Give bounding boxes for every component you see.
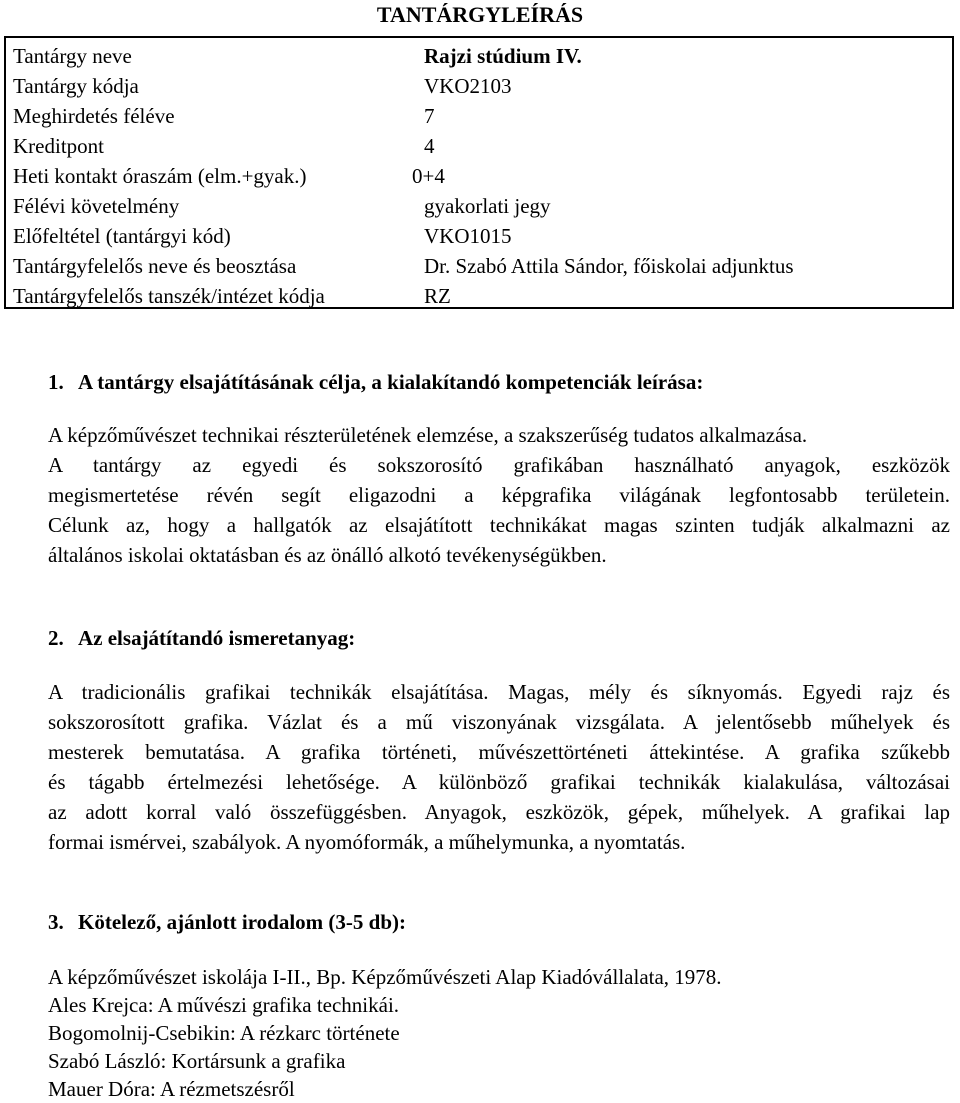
literature-item: A képzőművészet iskolája I-II., Bp. Képzőművészeti Alap Kiadóvállalata, 1978. [48, 965, 722, 989]
section-1-body [48, 420, 950, 570]
info-value: VKO2103 [424, 74, 512, 98]
literature-item: Bogomolnij-Csebikin: A rézkarc története [48, 1021, 400, 1045]
info-value: Dr. Szabó Attila Sándor, főiskolai adjunktus [424, 254, 794, 278]
info-label: Tantárgyfelelős neve és beosztása [13, 254, 297, 278]
section-2-body [48, 677, 950, 857]
paragraph-line: A képzőművészet technikai részterületének elemzése, a szakszerűség tudatos alkalmazása. [48, 423, 808, 447]
paragraph-line: A tantárgy az egyedi és sokszorosító grafikában használható anyagok, eszközök [48, 453, 950, 477]
section-title: Az elsajátítandó ismeretanyag: [78, 626, 356, 650]
paragraph-line: megismertetése révén segít eligazodni a képgrafika világának legfontosabb területein. [48, 483, 950, 507]
section-1-heading [48, 368, 703, 396]
section-2-heading [48, 624, 355, 652]
course-info-table [4, 36, 954, 309]
paragraph-line: sokszorosított grafika. Vázlat és a mű viszonyának vizsgálata. A jelentősebb műhelyek és [48, 710, 950, 734]
section-number: 3. [48, 910, 64, 934]
section-title: Kötelező, ajánlott irodalom (3-5 db): [78, 910, 406, 934]
info-label: Tantárgy kódja [13, 74, 139, 98]
info-label: Kreditpont [13, 134, 104, 158]
info-value: 7 [424, 104, 435, 128]
section-3-heading [48, 908, 406, 936]
info-value: 4 [424, 134, 435, 158]
paragraph-line: Célunk az, hogy a hallgatók az elsajátított technikákat magas szinten tudják alkalmazni az [48, 513, 950, 537]
info-value: VKO1015 [424, 224, 512, 248]
paragraph-line: mesterek bemutatása. A grafika történeti, művészettörténeti áttekintése. A grafika szűkebb [48, 740, 950, 764]
paragraph-line: az adott korral való összefüggésben. Anyagok, eszközök, gépek, műhelyek. A grafikai lap [48, 800, 950, 824]
info-value: 0+4 [412, 164, 445, 188]
paragraph-line: általános iskolai oktatásban és az önálló alkotó tevékenységükben. [48, 543, 607, 567]
info-label: Tantárgy neve [13, 44, 132, 68]
info-value: RZ [424, 284, 451, 308]
info-label: Előfeltétel (tantárgyi kód) [13, 224, 231, 248]
info-value: gyakorlati jegy [424, 194, 551, 218]
section-number: 1. [48, 370, 64, 394]
literature-list [48, 963, 722, 1103]
paragraph-line: formai ismérvei, szabályok. A nyomóformák, a műhelymunka, a nyomtatás. [48, 830, 686, 854]
paragraph-line: A tradicionális grafikai technikák elsajátítása. Magas, mély és síknyomás. Egyedi rajz és [48, 680, 950, 704]
info-label: Heti kontakt óraszám (elm.+gyak.) [13, 164, 307, 188]
section-title: A tantárgy elsajátításának célja, a kialakítandó kompetenciák leírása: [78, 370, 704, 394]
section-number: 2. [48, 626, 64, 650]
paragraph-line: és tágabb értelmezési lehetősége. A különböző grafikai technikák kialakulása, változásai [48, 770, 950, 794]
info-label: Meghirdetés féléve [13, 104, 175, 128]
info-label: Félévi követelmény [13, 194, 180, 218]
info-label: Tantárgyfelelős tanszék/intézet kódja [13, 284, 325, 308]
literature-item: Mauer Dóra: A rézmetszésről [48, 1077, 295, 1101]
literature-item: Szabó László: Kortársunk a grafika [48, 1049, 346, 1073]
literature-item: Ales Krejca: A művészi grafika technikái. [48, 993, 400, 1017]
page-title: TANTÁRGYLEÍRÁS [376, 2, 584, 27]
info-value: Rajzi stúdium IV. [424, 44, 582, 68]
